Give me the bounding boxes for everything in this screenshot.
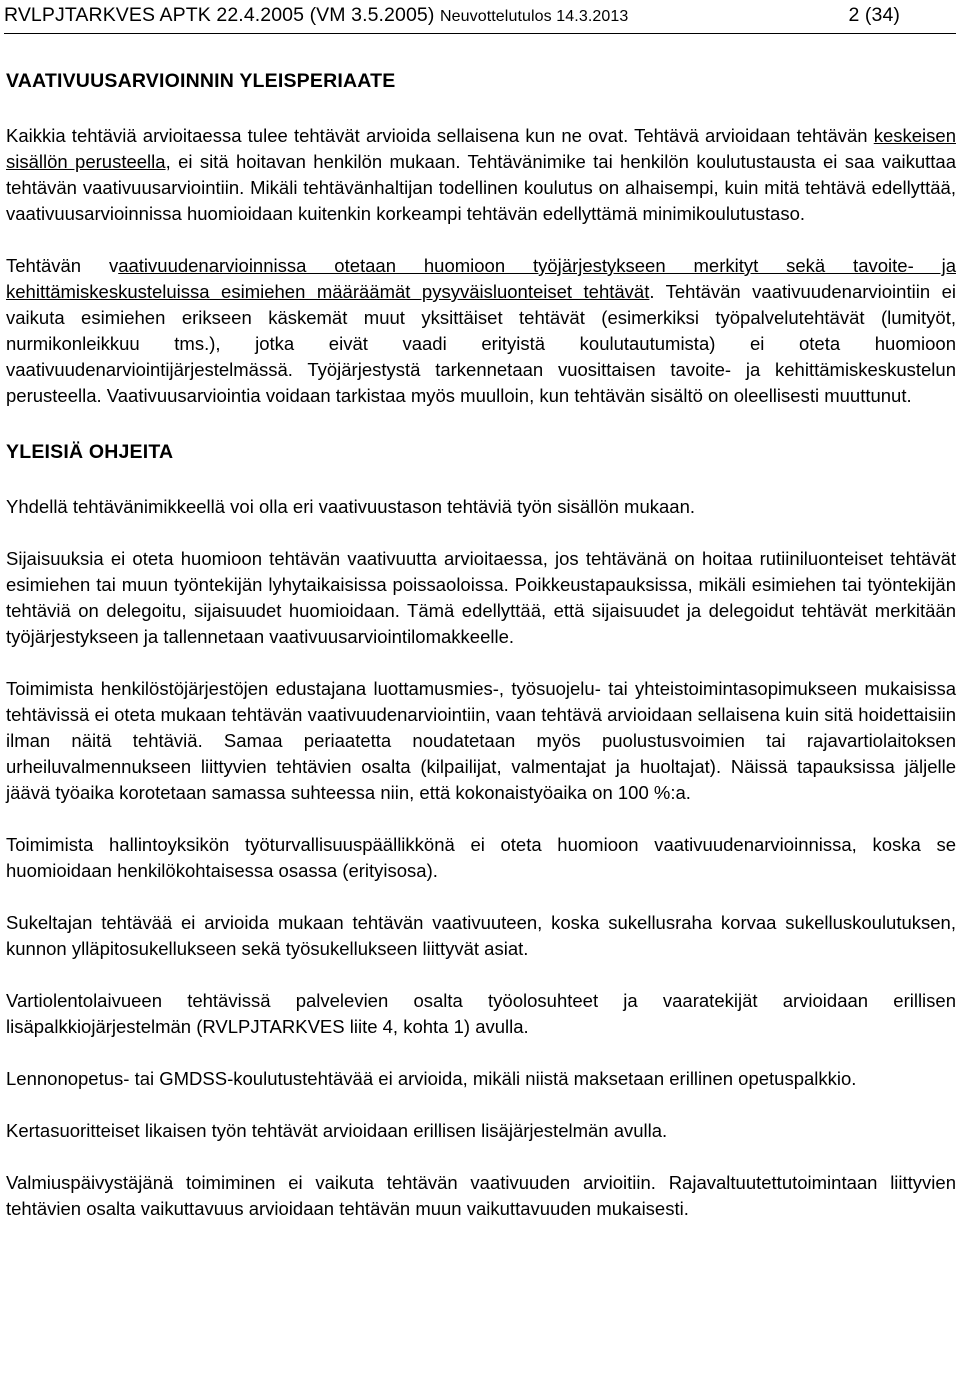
guideline-paragraph: Sijaisuuksia ei oteta huomioon tehtävän vaativuutta arvioitaessa, jos tehtävänä on hoitaa rutiiniluonteiset tehtävät esimiehen tai muun työntekijän lyhytaikaisissa poissaoloissa. Poikkeustapauksissa, mikäli esimiehen tai työntekijän tehtäviä on delegoitu, sijaisuudet huomioidaan. Tämä edellyttää, että sijaisuudet ja delegoidut tehtävät merkitään työjärjestykseen ja tallennetaan vaativuusarviointilomakkeelle. (6, 548, 956, 647)
guideline-paragraph: Yhdellä tehtävänimikkeellä voi olla eri vaativuustason tehtäviä työn sisällön mukaan. (6, 496, 695, 517)
page-header (4, 4, 956, 30)
header-rule (4, 33, 956, 34)
underlined-text: keskeisen sisällön perusteella (6, 125, 956, 172)
header-negotiation-result: Neuvottelutulos 14.3.2013 (439, 8, 629, 25)
guideline-paragraph: Vartiolentolaivueen tehtävissä palvelevien osalta työolosuhteet ja vaaratekijät arvioidaan erillisen lisäpalkkiojärjestelmän (RVLPJTARKVES liite 4, kohta 1) avulla. (6, 990, 956, 1037)
guideline-paragraph: Toimimista henkilöstöjärjestöjen edustajana luottamusmies-, työsuojelu- tai yhteistoimintasopimukseen mukaisissa tehtävissä ei oteta mukaan tehtävän vaativuudenarviointiin, vaan tehtävä arvioidaan sellaisena kuin sitä hoidettaisiin ilman näitä tehtäviä. Samaa periaatetta noudatetaan myös puolustusvoimien tai rajavartiolaitoksen urheiluvalmennukseen liittyvien tehtävien osalta (kilpailijat, valmentajat ja huoltajat). Näissä tapauksissa jäljelle jäävä työaika korotetaan samassa suhteessa niin, että kokonaistyöaika on 100 %:a. (6, 678, 956, 803)
guideline-paragraph: Valmiuspäivystäjänä toimiminen ei vaikuta tehtävän vaativuuden arvioitiin. Rajavaltuutettutoimintaan liittyvien tehtävien osalta vaikuttavuus arvioidaan tehtävän muun vaikuttavuuden mukaisesti. (6, 1172, 956, 1219)
header-document-id (4, 4, 628, 27)
paragraph-principles-2: Tehtävän vaativuudenarvioinnissa otetaan huomioon työjärjestykseen merkityt sekä tavoite- ja kehittämiskeskusteluissa esimiehen määräämät pysyväisluonteiset tehtävät. Tehtävän vaativuudenarviointiin ei vaikuta esimiehen erikseen käskemät muut yksittäiset tehtävät (esimerkiksi työpalvelutehtävät (lumityöt, nurmikonleikkuu tms.), jotka eivät vaadi erityistä koulutautumista) ei oteta huomioon vaativuudenarviointijärjestelmässä. Työjärjestystä tarkennetaan vuosittaisen tavoite- ja kehittämiskeskustelun perusteella. Vaativuusarviointia voidaan tarkistaa myös muulloin, kun tehtävän sisältö on oleellisesti muuttunut. (6, 255, 956, 406)
header-agreement: RVLPJTARKVES APTK 22.4.2005 (VM 3.5.2005) (4, 4, 435, 26)
paragraph-principles-1: Kaikkia tehtäviä arvioitaessa tulee tehtävät arvioida sellaisena kun ne ovat. Tehtävä arvioidaan tehtävän keskeisen sisällön perusteella, ei sitä hoitavan henkilön mukaan. Tehtävänimike tai henkilön koulutustausta ei saa vaikuttaa tehtävän vaativuusarviointiin. Mikäli tehtävänhaltijan todellinen koulutus on alhaisempi, kuin mitä tehtävä edellyttää, vaativuusarvioinnissa huomioidaan kuitenkin korkeampi tehtävän edellyttämä minimikoulutustaso. (6, 125, 956, 224)
guideline-paragraph: Sukeltajan tehtävää ei arvioida mukaan tehtävän vaativuuteen, koska sukellusraha korvaa sukelluskoulutuksen, kunnon ylläpitosukellukseen sekä työsukellukseen liittyvät asiat. (6, 912, 956, 959)
underlined-text: aativuudenarvioinnissa otetaan huomioon työjärjestykseen merkityt sekä tavoite- ja kehittämiskeskusteluissa esimiehen määräämät pysyväisluonteiset tehtävät (6, 255, 956, 302)
guideline-paragraph: Toimimista hallintoyksikön työturvallisuuspäällikkönä ei oteta huomioon vaativuudenarvioinnissa, koska se huomioidaan henkilökohtaisessa osassa (erityisosa). (6, 834, 956, 881)
section-heading-general-guidelines: YLEISIÄ OHJEITA (6, 441, 174, 463)
guideline-paragraph: Kertasuoritteiset likaisen työn tehtävät arvioidaan erillisen lisäjärjestelmän avulla. (6, 1120, 668, 1141)
page-number: 2 (34) (848, 4, 900, 26)
document-body (6, 70, 956, 1222)
guideline-paragraph: Lennonopetus- tai GMDSS-koulutustehtävää ei arvioida, mikäli niistä maksetaan erillinen opetuspalkkio. (6, 1068, 857, 1089)
section-heading-principles: VAATIVUUSARVIOINNIN YLEISPERIAATE (6, 70, 396, 92)
